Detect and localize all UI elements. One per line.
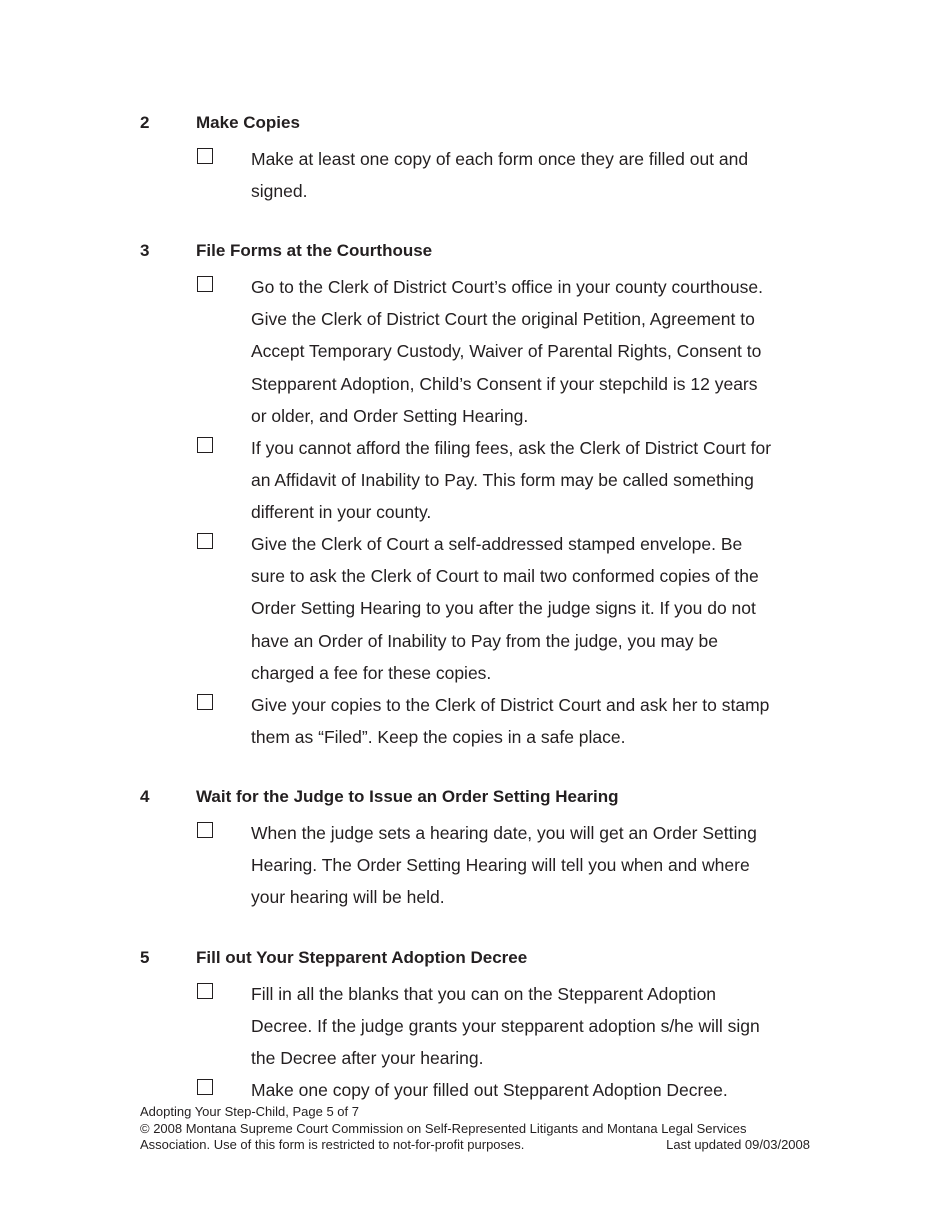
checklist-item-text: Make one copy of your filled out Stepparent Adoption Decree. [251,1080,728,1100]
step-title: Wait for the Judge to Issue an Order Setting Hearing [196,787,619,806]
checkbox[interactable] [197,533,213,549]
checkbox[interactable] [197,1079,213,1095]
step-number: 5 [140,948,150,967]
checklist-item-text: When the judge sets a hearing date, you will get an Order Setting Hearing. The Order Setting Hearing will tell you when and where your hearing will be held. [251,823,757,908]
footer-page-info: Adopting Your Step-Child, Page 5 of 7 [140,1104,359,1119]
checklist-item-text: Make at least one copy of each form once they are filled out and signed. [251,149,749,202]
checklist-item-text: If you cannot afford the filing fees, ask the Clerk of District Court for an Affidavit of Inability to Pay. This form may be called something different in your county. [251,438,772,523]
checkbox[interactable] [197,437,213,453]
checklist-item-text: Give your copies to the Clerk of District Court and ask her to stamp them as “Filed”. Keep the copies in a safe place. [251,695,770,748]
checkbox[interactable] [197,983,213,999]
footer-usage-line [140,1137,815,1154]
footer-last-updated: Last updated 09/03/2008 [666,1137,810,1152]
checkbox[interactable] [197,148,213,164]
step-number: 3 [140,241,150,260]
checklist-item-text: Fill in all the blanks that you can on the Stepparent Adoption Decree. If the judge grants your stepparent adoption s/he will sign the Decree after your hearing. [251,984,760,1069]
step-title: Make Copies [196,113,300,132]
checkbox[interactable] [197,694,213,710]
step-title: Fill out Your Stepparent Adoption Decree [196,948,528,967]
footer-usage: Association. Use of this form is restricted to not-for-profit purposes. [140,1137,525,1152]
checkbox[interactable] [197,822,213,838]
checklist-item-text: Go to the Clerk of District Court’s office in your county courthouse. Give the Clerk of District Court the original Petition, Agreement to Accept Temporary Custody, Waiver of Parental Rights, Consent to Stepparent Adoption, Child’s Consent if your stepchild is 12 years or older, and Order Setting Hearing. [251,277,763,426]
checklist-item-text: Give the Clerk of Court a self-addressed stamped envelope. Be sure to ask the Clerk of Court to mail two conformed copies of the Order Setting Hearing to you after the judge signs it. If you do not have an Order of Inability to Pay from the judge, you may be charged a fee for these copies. [251,534,759,683]
page-footer [140,1104,815,1154]
footer-copyright: © 2008 Montana Supreme Court Commission on Self-Represented Litigants and Montana Legal Services [140,1120,747,1136]
step-number: 4 [140,787,150,806]
step-title: File Forms at the Courthouse [196,241,433,260]
step-number: 2 [140,113,150,132]
checkbox[interactable] [197,276,213,292]
